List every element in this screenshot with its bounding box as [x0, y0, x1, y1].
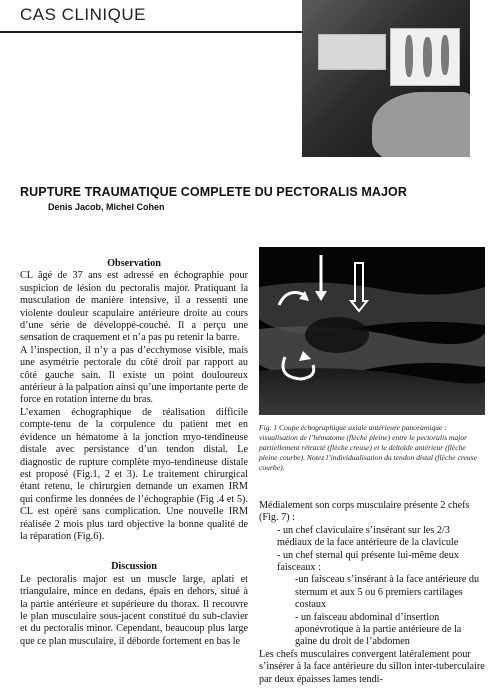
right-paragraph: Les chefs musculaires convergent latéralement pour s’insérer à la face antérieure du sillon inter-tuberculaire par deux épaisses lames tendi-	[259, 648, 485, 685]
xray-bone	[423, 37, 432, 77]
left-column	[20, 258, 248, 648]
xray-bone	[405, 35, 413, 77]
xray-bone	[441, 35, 449, 75]
right-paragraph: Médialement son corps musculaire présente 2 chefs (Fig. 7) :	[259, 500, 470, 524]
hand-image	[372, 92, 470, 157]
article-authors: Denis Jacob, Michel Cohen	[48, 202, 165, 212]
xray-film-left	[318, 34, 386, 70]
ultrasound-image	[259, 247, 485, 415]
xray-film-right	[390, 28, 460, 86]
section-gap	[20, 543, 248, 561]
section-label: CAS CLINIQUE	[20, 5, 146, 24]
discussion-heading: Discussion	[111, 561, 157, 573]
observation-heading: Observation	[107, 258, 161, 269]
right-column	[259, 500, 485, 686]
right-paragraph: - un faisceau abdominal d’insertion aponévrotique à la partie antérieure de la gaine du droit de l’abdomen	[295, 611, 462, 648]
ultrasound-figure	[259, 247, 485, 415]
figure-caption: Fig. 1 Coupe échographique axiale antérieure panoramique : visualisation de l’hématome (flèche pleine) entre le pectoralis major partiellement rétracté (flèche creuse) et le deltoïde antérieur (flèche pleine courbe). Notez l’individualisation du tendon distal (flèche creuse courbe).	[259, 423, 477, 472]
article-title: RUPTURE TRAUMATIQUE COMPLETE DU PECTORALIS MAJOR	[20, 185, 407, 199]
observation-paragraph: CL âgé de 37 ans est adressé en échographie pour suspicion de lésion du pectoralis major. Pratiquant la musculation de manière intensive, il a ressenti une violente douleur scapulaire antérieure droite au cours d’une série de développé-couché. Il a perçu une sensation de craquement et n’a pas pu retenir la barre.	[20, 270, 248, 344]
right-paragraph: - un chef sternal qui présente lui-même deux faisceaux :	[277, 549, 459, 574]
discussion-paragraph: Le pectoralis major est un muscle large, aplati et triangulaire, mince en dedans, épais en dehors, situé à la partie antérieure et supérieure du thorax. Il recouvre le plan musculaire sous-jacent constitué du sub-clavier et du pectoralis minor. Cependant, beaucoup plus large que ce plan musculaire, il déborde fortement en bas le	[20, 573, 248, 647]
observation-paragraph: A l’inspection, il n’y a pas d’ecchymose visible, mais une asymétrie pectorale du côté droit par rapport au côté gauche sain. Il existe un point douloureux antérieur à la palpation ainsi qu’une importante perte de force en rotation interne du bras.	[20, 344, 248, 406]
right-paragraph: - un chef claviculaire s’insérant sur les 2/3 médiaux de la face antérieure de la clavicule	[277, 524, 459, 549]
header-photo-xray-viewer	[302, 0, 470, 157]
observation-paragraph: L’examen échographique de réalisation difficile compte-tenu de la corpulence du patient met en évidence un hématome à la jonction myo-tendineuse distale avec persistance d’un tendon distal. Le diagnostic de rupture complète myo-tendineuse distale est proposé (Fig.1, 2 et 3). Le traitement chirurgical étant retenu, le chirurgien demande un examen IRM qui confirme les données de l’échographie (Fig .4 et 5). CL est opéré sans complication. Une nouvelle IRM réalisée 2 mois plus tard objective la bonne qualité de la réparation (Fig.6).	[20, 406, 248, 542]
right-paragraph: -un faisceau s’insérant à la face antérieure du sternum et aux 5 ou 6 premiers cartilages costaux	[295, 574, 480, 611]
